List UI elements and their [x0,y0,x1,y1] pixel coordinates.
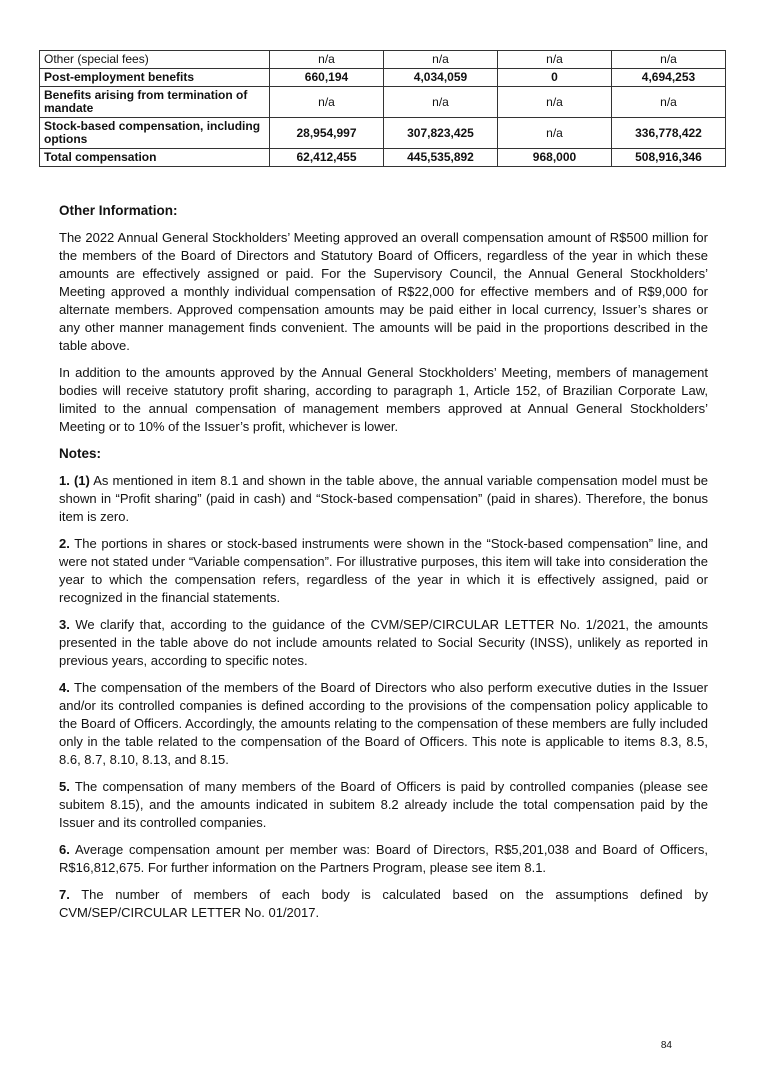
note-text: The compensation of the members of the Board of Directors who also perform executive duties in the Issuer and/or its controlled companies is defined according to the provisions of the compensation policy applicable to the Board of Officers. Accordingly, the amounts relating to the compensation of these members are fully included only in the table related to the compensation of the Board of Officers. This note is applicable to items 8.3, 8.5, 8.6, 8.7, 8.10, 8.13, and 8.15. [59,680,708,767]
note-item [59,679,708,769]
compensation-table [39,50,726,167]
note-item [59,886,708,922]
note-item [59,535,708,607]
row-label: Benefits arising from termination of mandate [40,87,270,118]
table-cell: 968,000 [498,149,612,167]
table-cell: n/a [612,51,726,69]
table-row [40,87,726,118]
table-cell: 28,954,997 [270,118,384,149]
table-cell: 0 [498,69,612,87]
table-cell: 660,194 [270,69,384,87]
notes-heading: Notes: [59,446,102,461]
page-number: 84 [660,1040,672,1051]
note-item [59,841,708,877]
note-text: The number of members of each body is calculated based on the assumptions defined by CVM/SEP/CIRCULAR LETTER No. 01/2017. [59,887,708,920]
table-row [40,51,726,69]
note-number: 4. [59,680,70,695]
note-text: The compensation of many members of the Board of Officers is paid by controlled companies (please see subitem 8.15), and the amounts indicated in subitem 8.2 already include the total compensation paid by the Issuer and its controlled companies. [59,779,708,830]
note-number: 7. [59,887,70,902]
note-number: 5. [59,779,70,794]
row-label: Other (special fees) [40,51,270,69]
table-cell: 508,916,346 [612,149,726,167]
table-row [40,69,726,87]
table-cell: 4,694,253 [612,69,726,87]
table-row [40,149,726,167]
paragraph: In addition to the amounts approved by the Annual General Stockholders’ Meeting, members of management bodies will receive statutory profit sharing, according to paragraph 1, Article 152, of Brazilian Corporate Law, limited to the annual compensation of management members approved at Annual General Stockholders’ Meeting or to 10% of the Issuer’s profit, whichever is lower. [59,365,708,434]
paragraph: The 2022 Annual General Stockholders’ Meeting approved an overall compensation amount of R$500 million for the members of the Board of Directors and Statutory Board of Officers, regardless of the year in which these amounts are effectively assigned or paid. For the Supervisory Council, the Annual General Stockholders’ Meeting approved a monthly individual compensation of R$22,000 for effective members and of R$9,000 for alternate members. Approved compensation amounts may be paid either in local currency, Issuer’s shares or any other manner management finds convenient. The amounts will be paid in the proportions described in the table above. [59,230,708,353]
table-cell: n/a [384,87,498,118]
table-cell: 62,412,455 [270,149,384,167]
table-cell: n/a [270,87,384,118]
document-body [59,202,708,931]
note-text: As mentioned in item 8.1 and shown in the table above, the annual variable compensation model must be shown in “Profit sharing” (paid in cash) and “Stock-based compensation” (paid in shares). Therefore, the bonus item is zero. [59,473,709,524]
note-item [59,472,708,526]
table-cell: n/a [498,118,612,149]
table-cell: n/a [498,87,612,118]
note-item [59,616,708,670]
table-cell: 307,823,425 [384,118,498,149]
other-information-heading: Other Information: [59,203,178,218]
row-label: Total compensation [40,149,270,167]
table-cell: n/a [498,51,612,69]
note-number: 6. [59,842,70,857]
note-text: We clarify that, according to the guidance of the CVM/SEP/CIRCULAR LETTER No. 1/2021, the amounts presented in the table above do not include amounts related to Social Security (INSS), unlikely as reported in previous years, according to specific notes. [59,617,708,668]
row-label: Stock-based compensation, including options [40,118,270,149]
note-number: 3. [59,617,70,632]
table-cell: n/a [612,87,726,118]
note-text: The portions in shares or stock-based instruments were shown in the “Stock-based compensation” line, and were not stated under “Variable compensation”. For illustrative purposes, this item will take into consideration the year to which the compensation refers, regardless of the year in which it is effectively assigned, paid or recognized in the financial statements. [59,536,708,605]
table-cell: 4,034,059 [384,69,498,87]
note-text: Average compensation amount per member was: Board of Directors, R$5,201,038 and Board of Officers, R$16,812,675. For further information on the Partners Program, please see item 8.1. [59,842,708,875]
note-item [59,778,708,832]
table-cell: 336,778,422 [612,118,726,149]
table-cell: n/a [384,51,498,69]
note-number: 2. [59,536,70,551]
table-cell: n/a [270,51,384,69]
table-cell: 445,535,892 [384,149,498,167]
table-row [40,118,726,149]
note-number: 1. (1) [59,473,90,488]
row-label: Post-employment benefits [40,69,270,87]
